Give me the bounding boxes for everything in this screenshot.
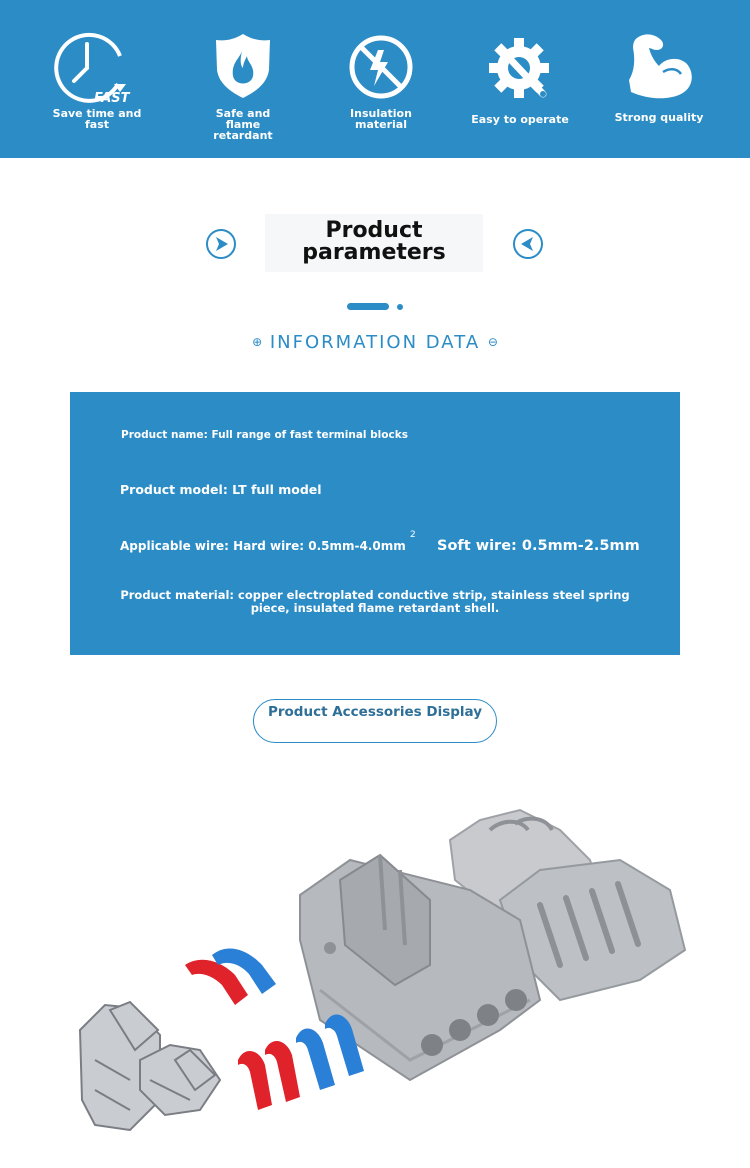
lever-red-3 — [265, 1041, 300, 1102]
feature-label: Save time and fast — [52, 107, 142, 131]
lever-red-2 — [238, 1051, 272, 1110]
divider-pill — [347, 303, 389, 310]
param-hard-wire: Applicable wire: Hard wire: 0.5mm-4.0mm — [120, 539, 406, 553]
param-soft-wire: Soft wire: 0.5mm-2.5mm — [437, 538, 640, 554]
arrow-left-icon — [512, 228, 544, 260]
feature-label: Safe and flame retardant — [213, 107, 273, 142]
accessories-display-button[interactable]: Product Accessories Display — [253, 699, 497, 743]
fast-badge: FAST — [94, 91, 130, 106]
insulation-icon — [348, 34, 414, 100]
param-product-model: Product model: LT full model — [120, 482, 322, 497]
lever-blue-2 — [296, 1029, 335, 1090]
terminal-block-exploded-view — [0, 760, 750, 1168]
feature-label: Easy to operate — [471, 113, 569, 126]
divider-dot — [397, 304, 403, 310]
parameters-panel — [70, 392, 680, 655]
feature-label: Insulation material — [350, 107, 412, 131]
metal-clips — [80, 1002, 220, 1130]
arrow-right-icon — [205, 228, 237, 260]
clock-fast-icon — [52, 32, 142, 106]
feature-easy-operate — [455, 36, 585, 125]
section-subtitle — [0, 332, 750, 353]
feature-save-time — [32, 32, 162, 130]
feature-strong-quality — [594, 30, 724, 123]
gear-wrench-icon — [487, 36, 553, 102]
strong-arm-icon — [623, 30, 695, 102]
minus-circle-icon: ⊖ — [487, 335, 498, 349]
feature-flame-retardant — [178, 30, 308, 141]
flame-shield-icon — [211, 30, 275, 100]
feature-label: Strong quality — [614, 111, 704, 124]
param-hard-wire-superscript: 2 — [410, 530, 416, 540]
param-product-material: Product material: copper electroplated conductive strip, stainless steel spring piece, insulated flame retardant shell. — [120, 588, 630, 615]
section-subtitle-text: INFORMATION DATA — [269, 332, 481, 353]
param-product-name: Product name: Full range of fast terminal blocks — [121, 429, 408, 441]
lever-red-1 — [185, 960, 248, 1005]
page-title: Product parameters — [265, 214, 483, 272]
feature-banner — [0, 0, 750, 158]
feature-insulation — [316, 34, 446, 130]
plus-circle-icon: ⊕ — [252, 335, 263, 349]
